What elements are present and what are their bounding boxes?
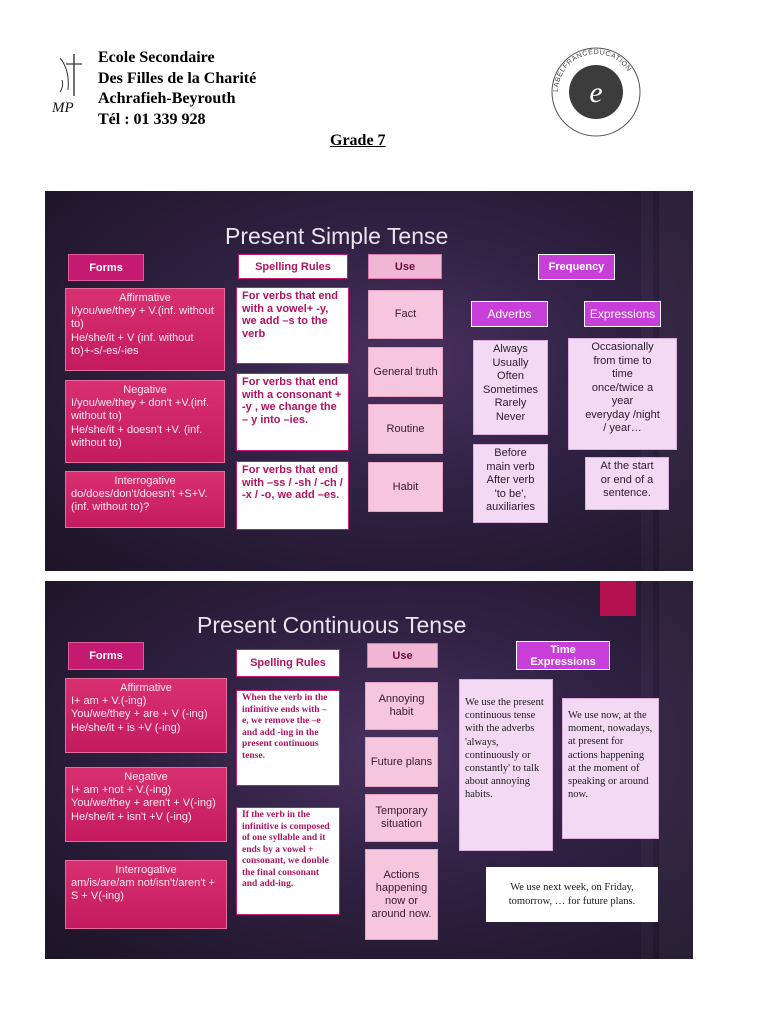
form-line: am/is/are/am not/isn't/aren't + S + V(-ing) xyxy=(71,877,215,903)
school-phone: Tél : 01 339 928 xyxy=(98,110,206,128)
use-header: Use xyxy=(367,643,438,668)
expression-line: / year… xyxy=(603,422,642,434)
position-line: or end of a xyxy=(600,473,654,486)
label-education-seal xyxy=(548,44,644,140)
form-line: I+ am + V.(-ing) xyxy=(71,695,147,708)
expressions-list-box xyxy=(568,338,677,450)
school-line: Achrafieh-Beyrouth xyxy=(98,90,236,107)
form-line: I+ am +not + V.(-ing) xyxy=(71,784,172,797)
present-continuous-slide xyxy=(45,581,693,959)
interrogative-form-box xyxy=(65,860,227,929)
negative-form-box xyxy=(65,767,227,842)
interrogative-form-box xyxy=(65,471,225,528)
use-item: Fact xyxy=(368,290,443,339)
position-line: After verb xyxy=(486,474,535,486)
decorative-stripe xyxy=(659,581,693,959)
use-header: Use xyxy=(368,254,442,279)
affirmative-form-box xyxy=(65,678,227,753)
school-info xyxy=(98,48,256,130)
expression-line: once/twice a xyxy=(591,381,654,394)
logo-monogram: MP xyxy=(52,100,74,116)
affirmative-form-box xyxy=(65,288,225,371)
spelling-rule-box: For verbs that end with –ss / -sh / -ch / -x / -o, we add –es. xyxy=(236,461,349,530)
slide-title: Present Simple Tense xyxy=(225,223,449,249)
seal-letter: e xyxy=(589,76,603,109)
use-item: Future plans xyxy=(365,737,438,787)
spelling-rule-box: For verbs that end with a vowel+ -y, we add –s to the verb xyxy=(236,287,349,364)
adverb-item: Sometimes xyxy=(482,383,539,396)
seal-text: LABELFRANCÉDUCATION xyxy=(552,48,633,93)
position-line: At the start xyxy=(600,460,654,472)
accent-bar xyxy=(600,581,636,616)
expression-line: time xyxy=(612,368,633,380)
time-habits-box: We use the present continuous tense with the adverbs 'always, continuously or constantly' to talk about annoying habits. xyxy=(459,679,553,851)
form-line: You/we/they + are + V (-ing) xyxy=(71,708,208,721)
use-item: Actions happening now or around now. xyxy=(365,849,438,940)
adverb-item: Never xyxy=(495,410,526,423)
forms-header: Forms xyxy=(68,254,144,281)
adverbs-position-box xyxy=(473,444,548,523)
form-line: I/you/we/they + don't +V.(inf. without to) xyxy=(71,397,210,423)
frequency-header: Frequency xyxy=(538,254,615,280)
use-item: Annoying habit xyxy=(365,682,438,730)
form-line: You/we/they + aren't + V(-ing) xyxy=(71,797,216,810)
form-line: He/she/it + is +V (-ing) xyxy=(71,721,181,734)
form-line: He/she/it + isn't +V (-ing) xyxy=(71,810,192,823)
use-item: General truth xyxy=(368,347,443,397)
adverb-item: Usually xyxy=(492,356,529,369)
position-line: 'to be', xyxy=(494,487,527,500)
spelling-rules-header: Spelling Rules xyxy=(236,649,340,677)
form-heading: Interrogative xyxy=(114,475,176,487)
form-line: He/she/it + V (inf. without to)+-s/-es/-ies xyxy=(71,331,194,357)
position-line: sentence. xyxy=(603,487,651,499)
form-line: do/does/don't/doesn't +S+V. (inf. without to)? xyxy=(71,488,208,514)
adverb-item: Always xyxy=(493,343,528,355)
expressions-header: Expressions xyxy=(584,301,661,327)
slide-title: Present Continuous Tense xyxy=(197,612,467,638)
form-line: He/she/it + doesn't +V. (inf. without to) xyxy=(71,423,203,449)
expressions-position-box xyxy=(585,457,669,510)
time-future-box: We use next week, on Friday, tomorrow, … for future plans. xyxy=(486,867,658,922)
adverb-item: Often xyxy=(497,370,524,382)
use-item: Temporary situation xyxy=(365,794,438,842)
form-line: I/you/we/they + V.(inf. without to) xyxy=(71,305,214,331)
school-line: Des Filles de la Charité xyxy=(98,69,257,87)
expression-line: from time to xyxy=(593,354,652,367)
present-simple-slide xyxy=(45,191,693,571)
form-heading: Negative xyxy=(124,771,168,783)
use-item: Routine xyxy=(368,404,443,454)
spelling-rule-box: If the verb in the infinitive is composed of one syllable and it ends by a vowel + consonant, we double the final consonant and add-ing. xyxy=(236,807,340,915)
form-heading: Affirmative xyxy=(120,682,172,694)
forms-header: Forms xyxy=(68,642,144,670)
expression-line: Occasionally xyxy=(591,341,654,353)
expression-line: year xyxy=(611,395,634,407)
school-logo xyxy=(50,50,96,128)
grade-title: Grade 7 xyxy=(330,132,386,149)
school-line: Ecole Secondaire xyxy=(98,49,215,66)
time-expressions-header: Time Expressions xyxy=(516,641,610,670)
spelling-rule-box: When the verb in the infinitive ends with – e, we remove the –e and add -ing in the present continuous tense. xyxy=(236,690,340,786)
adverbs-header: Adverbs xyxy=(471,301,548,327)
use-item: Habit xyxy=(368,462,443,512)
position-line: auxiliaries xyxy=(486,501,535,513)
position-line: main verb xyxy=(486,460,535,473)
spelling-rules-header: Spelling Rules xyxy=(238,254,348,279)
position-line: Before xyxy=(494,447,527,459)
expression-line: everyday /night xyxy=(585,408,660,421)
adverb-item: Rarely xyxy=(494,397,527,409)
form-heading: Interrogative xyxy=(115,864,177,876)
negative-form-box xyxy=(65,380,225,463)
adverbs-list-box xyxy=(473,340,548,435)
form-heading: Affirmative xyxy=(119,292,171,304)
time-now-box: We use now, at the moment, nowadays, at present for actions happening at the moment of speaking or around now. xyxy=(562,698,659,839)
form-heading: Negative xyxy=(123,384,167,396)
spelling-rule-box: For verbs that end with a consonant + -y , we change the – y into –ies. xyxy=(236,373,349,451)
